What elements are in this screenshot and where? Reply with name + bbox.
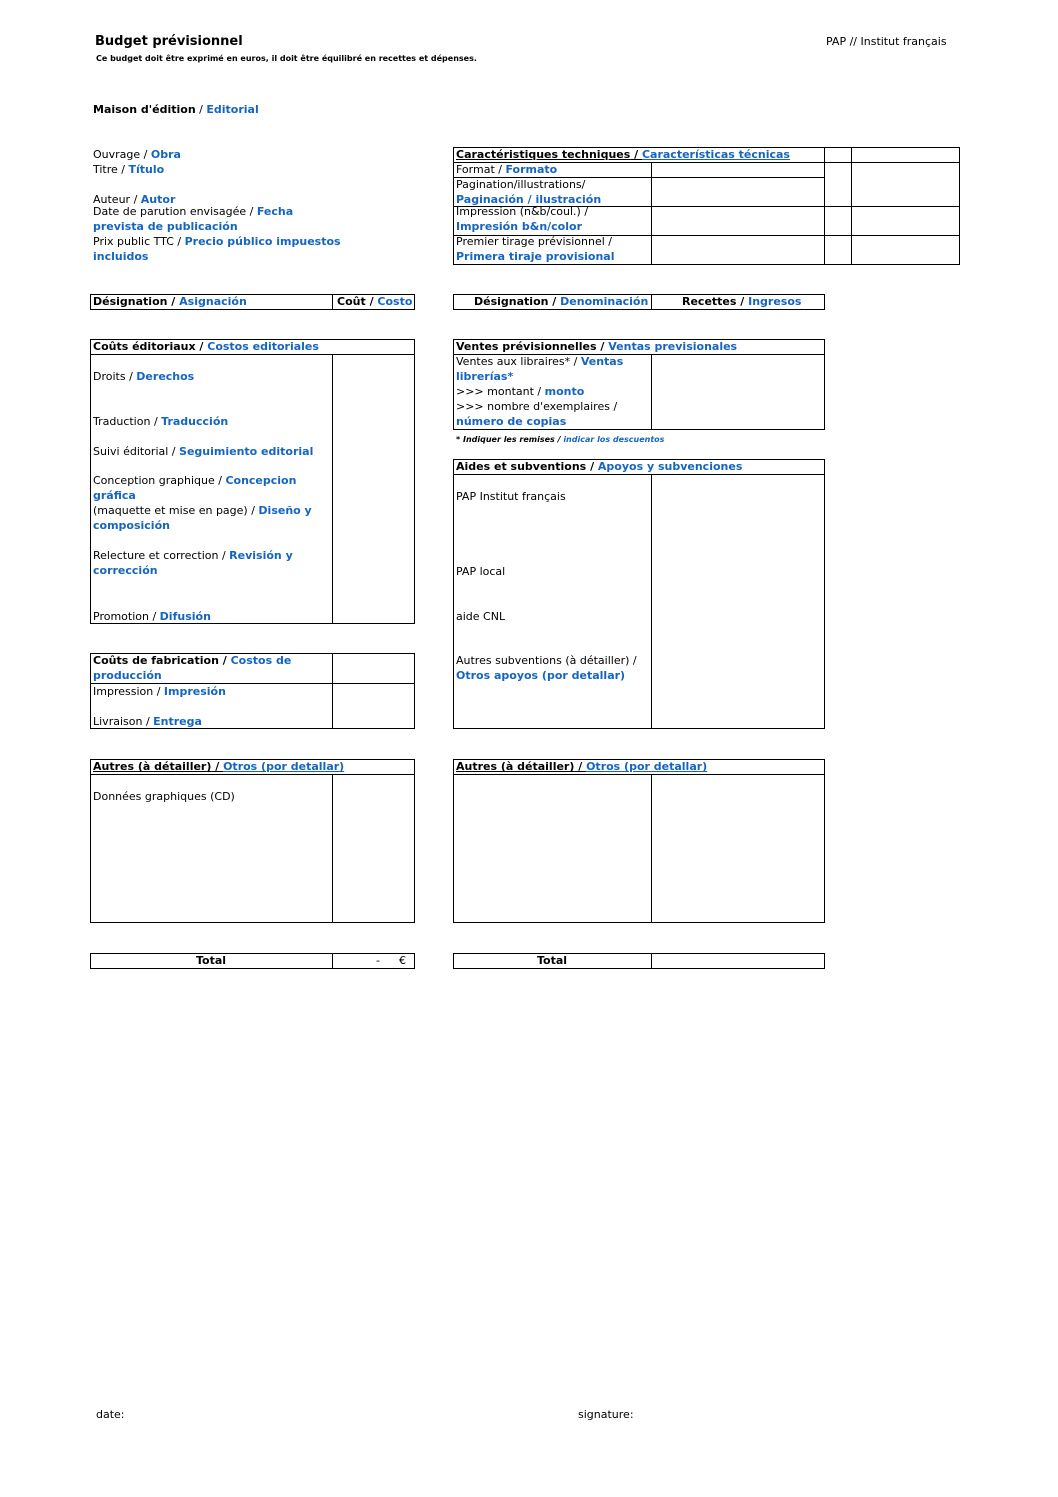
maquette-label: (maquette et mise en page) <box>93 504 248 517</box>
other-costs-row1: Données graphiques (CD) <box>93 790 235 803</box>
droits-label-es: Derechos <box>136 370 195 383</box>
other-revenue-table <box>453 759 825 923</box>
sales-montant <box>456 384 584 399</box>
promotion-label-es: Difusión <box>159 610 211 623</box>
page-subtitle: Ce budget doit être exprimé en euros, il doit être équilibré en recettes et dépenses. <box>96 54 477 63</box>
editorial-traduction: Traduction / Traducción <box>93 415 229 428</box>
page-title: Budget prévisionnel <box>95 34 243 49</box>
aids-header-label: Aides et subventions <box>456 460 587 473</box>
total-revenue-label: Total <box>536 954 568 967</box>
work-date: Date de parution envisagée / Fecha <box>93 205 294 218</box>
libraires-label-es2: librerías* <box>456 370 514 383</box>
editorial-header: Coûts éditoriaux / Costos editoriales <box>93 340 319 353</box>
tirage-label: Premier tirage prévisionnel / <box>456 235 613 248</box>
fab-impression-label: Impression <box>93 685 154 698</box>
prix-label: Prix public TTC <box>93 235 174 248</box>
relecture-label-es2: corrección <box>93 564 158 577</box>
cout-label-es: Costo <box>377 295 413 308</box>
editorial-maquette: (maquette et mise en page) / Diseño y <box>93 504 312 517</box>
recettes-label: Recettes <box>682 295 737 308</box>
fabrication-header-label-es2: producción <box>93 669 162 682</box>
other-costs-header-label-es: Otros (por detallar) <box>223 760 345 773</box>
editorial-header-label: Coûts éditoriaux <box>93 340 196 353</box>
editorial-relecture: Relecture et correction / Revisión y <box>93 549 293 562</box>
conception-label-es1: Concepcion <box>225 474 297 487</box>
tirage-label-es: Primera tiraje provisional <box>456 250 615 263</box>
revenue-designation: Désignation / Denominación <box>474 295 649 308</box>
droits-label: Droits <box>93 370 126 383</box>
pagination-label: Pagination/illustrations/ <box>456 178 586 191</box>
publisher-label-es: Editorial <box>206 103 259 116</box>
note-label: * Indiquer les remises <box>456 435 555 444</box>
auteur-label: Auteur <box>93 193 131 206</box>
titre-label-es: Título <box>128 163 165 176</box>
pagination-label-es: Paginación / ilustración <box>456 193 602 206</box>
total-costs-currency: € <box>399 954 406 967</box>
format-label: Format <box>456 163 495 176</box>
relecture-label-es1: Revisión y <box>229 549 293 562</box>
livraison-label-es: Entrega <box>153 715 202 728</box>
recettes-label-es: Ingresos <box>748 295 802 308</box>
editorial-promotion: Promotion / Difusión <box>93 610 211 623</box>
format-label-es: Formato <box>505 163 558 176</box>
prix-label-es2: incluidos <box>93 250 149 263</box>
work-auteur: Auteur / Autor <box>93 193 176 206</box>
costs-designation-label-es: Asignación <box>179 295 247 308</box>
date-label-es2: prevista de publicación <box>93 220 238 233</box>
sales-note: * Indiquer les remises / indicar los descuentos <box>456 435 665 444</box>
montant-label-es: monto <box>544 385 585 398</box>
revenue-designation-label-es: Denominación <box>560 295 649 308</box>
sales-header-label-es: Ventas previsionales <box>608 340 738 353</box>
other-costs-header: Autres (à détailler) / Otros (por detallar) <box>93 760 345 773</box>
other-costs-header-label: Autres (à détailler) <box>93 760 212 773</box>
conception-label: Conception graphique <box>93 474 215 487</box>
revenue-designation-label: Désignation <box>474 295 549 308</box>
tech-header-label: Caractéristiques techniques <box>456 148 631 161</box>
total-costs-dash: - <box>376 954 380 967</box>
libraires-label-es1: Ventas <box>580 355 624 368</box>
prix-label-es1: Precio público impuestos <box>184 235 341 248</box>
tech-format: Format / Formato <box>456 163 558 176</box>
sales-header-label: Ventes prévisionnelles <box>456 340 597 353</box>
editorial-droits: Droits / Derechos <box>93 370 195 383</box>
fabrication-header-label: Coûts de fabrication <box>93 654 219 667</box>
montant-label: >>> montant / <box>456 385 542 398</box>
fabrication-livraison: Livraison / Entrega <box>93 715 202 728</box>
promotion-label: Promotion <box>93 610 149 623</box>
fab-impression-label-es: Impresión <box>163 685 226 698</box>
maquette-label-es2: composición <box>93 519 170 532</box>
aids-header-label-es: Apoyos y subvenciones <box>597 460 743 473</box>
sales-header: Ventes prévisionnelles / Ventas previsionales <box>456 340 738 353</box>
total-costs-label: Total <box>195 954 227 967</box>
work-prix: Prix public TTC / Precio público impuestos <box>93 235 341 248</box>
publisher-row: Maison d'édition / Editorial <box>93 103 259 116</box>
suivi-label: Suivi éditorial <box>93 445 169 458</box>
other-revenue-header-label: Autres (à détailler) <box>456 760 575 773</box>
other-revenue-header-label-es: Otros (por detallar) <box>586 760 708 773</box>
ouvrage-label: Ouvrage <box>93 148 141 161</box>
fabrication-header: Coûts de fabrication / Costos de <box>93 654 292 667</box>
note-label-es: indicar los descuentos <box>563 435 665 444</box>
livraison-label: Livraison <box>93 715 143 728</box>
fabrication-header-label-es1: Costos de <box>230 654 292 667</box>
titre-label: Titre <box>93 163 118 176</box>
aids-cnl: aide CNL <box>456 610 506 623</box>
date-label-es1: Fecha <box>256 205 294 218</box>
sales-libraires <box>456 354 623 369</box>
traduction-label-es: Traducción <box>161 415 229 428</box>
work-ouvrage: Ouvrage / Obra <box>93 148 181 161</box>
costs-cout: Coût / Costo <box>337 295 413 308</box>
tech-header: Caractéristiques techniques / Características técnicas <box>456 148 790 161</box>
work-titre: Titre / Título <box>93 163 165 176</box>
editorial-header-label-es: Costos editoriales <box>207 340 319 353</box>
relecture-label: Relecture et correction <box>93 549 219 562</box>
aids-pap-if: PAP Institut français <box>456 490 566 503</box>
aids-autres: Autres subventions (à détailler) / <box>456 654 637 667</box>
maquette-label-es1: Diseño y <box>258 504 312 517</box>
fabrication-impression: Impression / Impresión <box>93 685 226 698</box>
aids-pap-local: PAP local <box>456 565 506 578</box>
auteur-label-es: Autor <box>140 193 176 206</box>
org-name: PAP // Institut français <box>826 35 947 48</box>
nombre-label-es: número de copias <box>456 415 567 428</box>
footer-date: date: <box>96 1408 125 1421</box>
costs-designation-label: Désignation <box>93 295 168 308</box>
libraires-label: Ventes aux libraires* / <box>456 355 578 368</box>
publisher-label: Maison d'édition <box>93 103 196 116</box>
aids-autres-es: Otros apoyos (por detallar) <box>456 669 626 682</box>
revenue-recettes: Recettes / Ingresos <box>682 295 802 308</box>
footer-signature: signature: <box>578 1408 634 1421</box>
other-revenue-header: Autres (à détailler) / Otros (por detallar) <box>456 760 708 773</box>
aids-header: Aides et subventions / Apoyos y subvenciones <box>456 460 743 473</box>
ouvrage-label-es: Obra <box>150 148 181 161</box>
cout-label: Coût <box>337 295 366 308</box>
other-costs-table <box>90 759 415 923</box>
date-label: Date de parution envisagée <box>93 205 247 218</box>
nombre-label: >>> nombre d'exemplaires / <box>456 400 618 413</box>
suivi-label-es: Seguimiento editorial <box>179 445 314 458</box>
editorial-conception: Conception graphique / Concepcion <box>93 474 297 487</box>
impression-label: Impression (n&b/coul.) / <box>456 205 589 218</box>
editorial-suivi: Suivi éditorial / Seguimiento editorial <box>93 445 314 458</box>
traduction-label: Traduction <box>93 415 151 428</box>
impression-label-es: Impresión b&n/color <box>456 220 582 233</box>
tech-header-label-es: Características técnicas <box>641 148 790 161</box>
costs-designation: Désignation / Asignación <box>93 295 247 308</box>
conception-label-es2: gráfica <box>93 489 136 502</box>
